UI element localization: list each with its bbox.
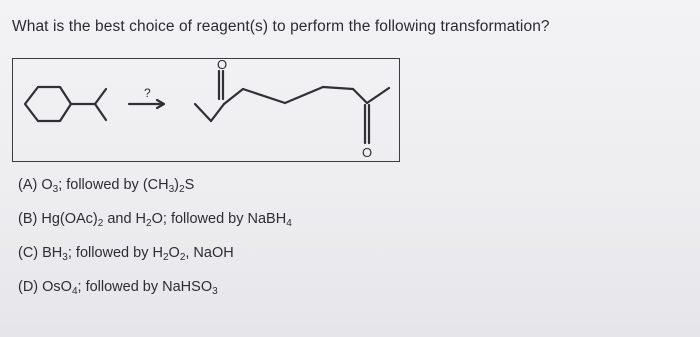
option-text: O: [168, 245, 180, 261]
starting-material-structure: [25, 87, 106, 121]
option-text: O; followed by NaBH: [151, 211, 287, 227]
option-subscript: 3: [168, 184, 175, 195]
option-d[interactable]: [18, 278, 292, 312]
option-subscript: 4: [286, 218, 292, 229]
option-text: ; followed by H: [67, 245, 163, 261]
ketone-oxygen-label: O: [217, 59, 228, 72]
arrow-label: ?: [144, 86, 151, 100]
product-structure: [195, 71, 389, 143]
option-subscript: 4: [71, 286, 78, 297]
option-text: Hg(OAc): [41, 211, 98, 227]
option-subscript: 2: [179, 184, 185, 195]
option-c[interactable]: [18, 244, 292, 278]
option-text: ): [174, 177, 179, 193]
option-letter: (D): [18, 279, 39, 295]
question-text: What is the best choice of reagent(s) to perform the following transformation?: [12, 18, 550, 35]
option-subscript: 2: [146, 218, 152, 229]
option-text: , NaOH: [185, 245, 234, 261]
option-subscript: 3: [62, 252, 68, 263]
option-text: BH: [42, 245, 63, 261]
option-subscript: 2: [179, 252, 186, 263]
reaction-arrow: [129, 100, 164, 108]
option-text: ; followed by (CH: [58, 177, 169, 193]
option-subscript: 3: [212, 286, 218, 297]
option-text: and H: [103, 211, 147, 227]
reaction-scheme: [12, 58, 400, 162]
option-letter: (C): [18, 245, 39, 261]
option-subscript: 3: [52, 184, 59, 195]
option-text: OsO: [42, 279, 72, 295]
option-a[interactable]: [18, 176, 292, 210]
option-text: O: [41, 177, 53, 193]
answer-options: [18, 176, 292, 312]
option-text: ; followed by NaHSO: [77, 279, 213, 295]
option-b[interactable]: [18, 210, 292, 244]
option-subscript: 2: [97, 218, 104, 229]
aldehyde-oxygen-label: O: [362, 145, 373, 160]
option-letter: (A): [18, 177, 38, 193]
option-letter: (B): [18, 211, 38, 227]
option-subscript: 2: [162, 252, 169, 263]
reaction-scheme-drawing: [13, 59, 399, 161]
option-text: S: [184, 177, 195, 193]
